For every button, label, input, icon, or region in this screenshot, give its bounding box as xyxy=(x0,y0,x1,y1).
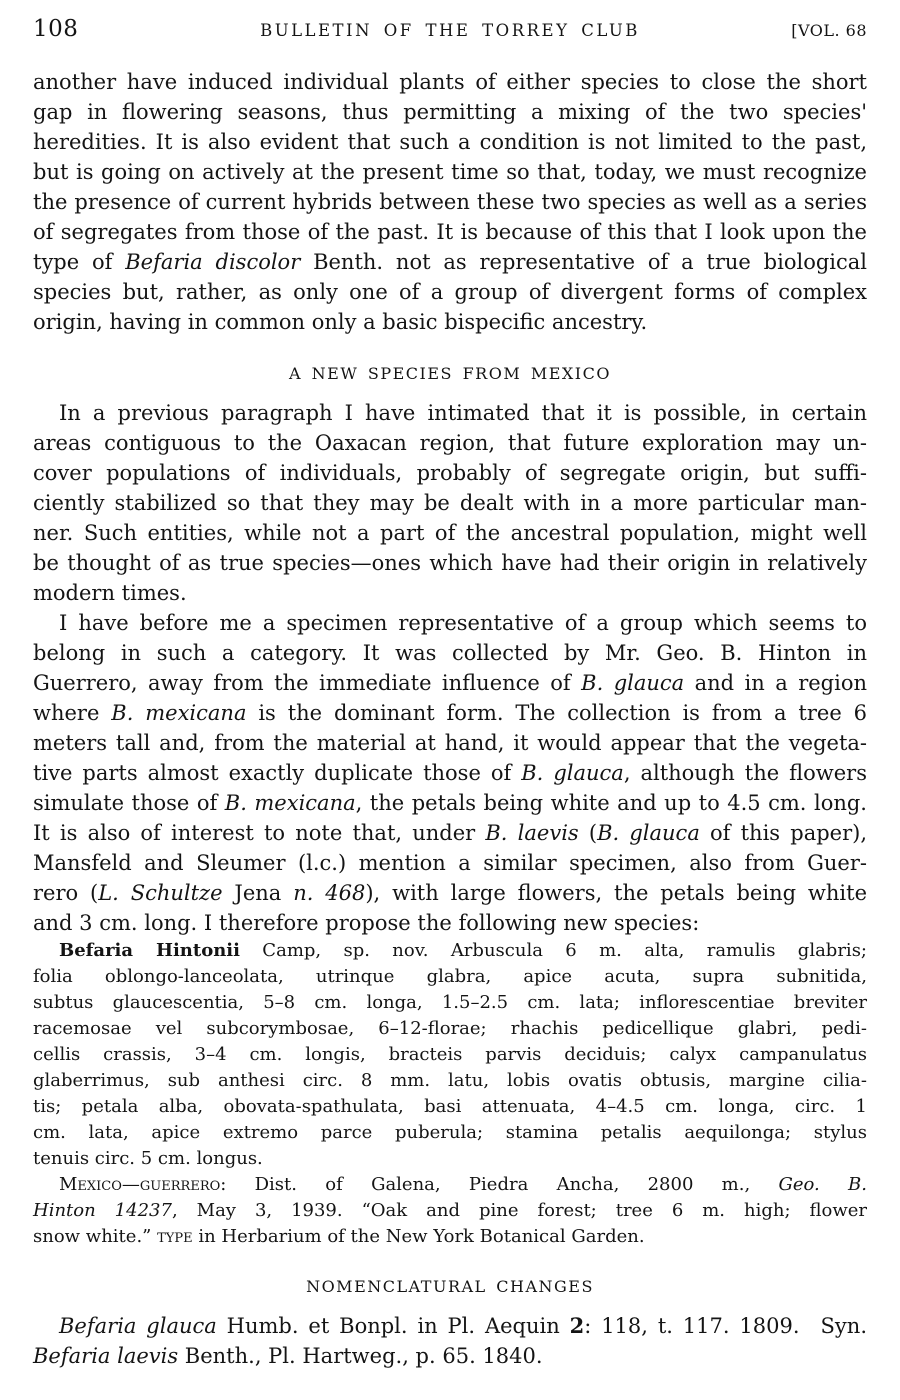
text-segment: ( xyxy=(578,821,598,845)
paragraph xyxy=(33,1311,867,1371)
text-line xyxy=(33,247,867,277)
text-line xyxy=(33,1094,867,1120)
text-segment: and 3 cm. long. I therefore propose the following new species: xyxy=(33,911,700,935)
text-segment: cover populations of individuals, probably of segregate origin, but suffi- xyxy=(33,461,867,485)
text-line xyxy=(33,1198,867,1224)
text-segment: meters tall and, from the material at hand, it would appear that the vegeta- xyxy=(33,731,867,755)
text-line xyxy=(33,1172,867,1198)
text-segment: another have induced individual plants of either species to close the short xyxy=(33,70,867,94)
paragraph xyxy=(33,398,867,608)
text-line xyxy=(33,608,867,638)
text-segment: and in a region xyxy=(684,671,867,695)
smallcaps-text: type xyxy=(157,1226,193,1247)
text-segment: be thought of as true species—ones which have had their origin in relatively xyxy=(33,551,867,575)
text-segment: of this paper), xyxy=(699,821,867,845)
text-segment: Humb. et Bonpl. in Pl. Aequin xyxy=(216,1314,570,1338)
text-segment: subtus glaucescentia, 5–8 cm. longa, 1.5–2.5 cm. lata; inflorescentiae breviter xyxy=(33,992,867,1013)
italic-text: Befaria discolor xyxy=(125,250,301,274)
text-line xyxy=(33,788,867,818)
text-segment: , May 3, 1939. “Oak and pine forest; tree 6 m. high; flower xyxy=(171,1200,867,1221)
text-segment: origin, having in common only a basic bispecific ancestry. xyxy=(33,310,648,334)
volume-label: [VOL. 68 xyxy=(791,21,867,40)
italic-text: n. 468 xyxy=(293,881,366,905)
text-segment: I have before me a specimen representative of a group which seems to xyxy=(59,611,867,635)
italic-text: B. glauca xyxy=(597,821,700,845)
text-segment: Benth. not as representative of a true biological xyxy=(300,250,867,274)
text-line xyxy=(33,1120,867,1146)
text-segment: Mansfeld and Sleumer (l.c.) mention a similar specimen, also from Guer- xyxy=(33,851,867,875)
text-segment: — xyxy=(121,1174,140,1195)
text-segment: gap in flowering seasons, thus permitting a mixing of the two species' xyxy=(33,100,867,124)
bold-text: 2 xyxy=(569,1313,585,1338)
text-segment: simulate those of xyxy=(33,791,225,815)
text-line xyxy=(33,668,867,698)
italic-text: B. mexicana xyxy=(111,701,247,725)
text-segment: Benth., Pl. Hartweg., p. 65. 1840. xyxy=(178,1344,543,1368)
text-segment: modern times. xyxy=(33,581,187,605)
text-segment: racemosae vel subcorymbosae, 6–12-florae; rhachis pedicellique glabri, pedi- xyxy=(33,1018,867,1039)
text-line xyxy=(33,398,867,428)
text-line xyxy=(33,1224,867,1250)
section-heading: NOMENCLATURAL CHANGES xyxy=(306,1277,594,1296)
text-segment: Jena xyxy=(222,881,294,905)
paragraph xyxy=(33,1172,867,1250)
italic-text: B. laevis xyxy=(485,821,579,845)
page-number: 108 xyxy=(33,16,79,42)
text-line xyxy=(33,908,867,938)
bold-text: Befaria Hintonii xyxy=(59,940,240,961)
italic-text: L. Schultze xyxy=(98,881,223,905)
text-segment: snow white.” xyxy=(33,1226,158,1247)
italic-text: B. glauca xyxy=(581,671,685,695)
text-line xyxy=(33,1016,867,1042)
text-segment: Camp, sp. nov. Arbuscula 6 m. alta, ramulis glabris; xyxy=(239,940,867,961)
text-segment: where xyxy=(33,701,112,725)
smallcaps-text: Mexico xyxy=(59,1174,122,1195)
text-line xyxy=(33,728,867,758)
paragraph xyxy=(33,608,867,938)
text-line xyxy=(33,638,867,668)
text-segment: , the petals being white and up to 4.5 cm. long. xyxy=(355,791,867,815)
italic-text: B. mexicana xyxy=(224,791,356,815)
page-header xyxy=(33,16,867,42)
text-line xyxy=(33,67,867,97)
text-line xyxy=(33,488,867,518)
text-segment: tis; petala alba, obovata-spathulata, basi attenuata, 4–4.5 cm. longa, circ. 1 xyxy=(33,1096,867,1117)
text-line xyxy=(33,1311,867,1341)
text-line xyxy=(33,277,867,307)
text-line xyxy=(33,578,867,608)
italic-text: Geo. B. xyxy=(778,1174,867,1195)
text-line xyxy=(33,878,867,908)
page-body xyxy=(33,67,867,1371)
text-segment: In a previous paragraph I have intimated that it is possible, in certain xyxy=(59,401,867,425)
text-segment: , although the flowers xyxy=(623,761,867,785)
text-segment: ner. Such entities, while not a part of the ancestral population, might well xyxy=(33,521,867,545)
text-segment: cm. lata, apice extremo parce puberula; stamina petalis aequilonga; stylus xyxy=(33,1122,867,1143)
text-segment: is the dominant form. The collection is from a tree 6 xyxy=(246,701,867,725)
text-line xyxy=(33,187,867,217)
text-line xyxy=(33,758,867,788)
text-segment: species but, rather, as only one of a group of divergent forms of complex xyxy=(33,280,867,304)
journal-title: BULLETIN OF THE TORREY CLUB xyxy=(260,21,640,40)
text-segment: the presence of current hybrids between these two species as well as a series xyxy=(33,190,867,214)
paragraph xyxy=(33,67,867,337)
text-line xyxy=(33,964,867,990)
text-segment: cellis crassis, 3–4 cm. longis, bracteis parvis deciduis; calyx campanulatus xyxy=(33,1044,867,1065)
italic-text: Befaria glauca xyxy=(59,1314,217,1338)
text-line xyxy=(33,127,867,157)
text-segment: but is going on actively at the present time so that, today, we must recognize xyxy=(33,160,867,184)
text-line xyxy=(33,848,867,878)
text-segment: rero ( xyxy=(33,881,99,905)
text-line xyxy=(33,1068,867,1094)
text-segment: belong in such a category. It was collected by Mr. Geo. B. Hinton in xyxy=(33,641,867,665)
text-line xyxy=(33,1146,867,1172)
text-line xyxy=(33,428,867,458)
text-line xyxy=(33,938,867,964)
text-line xyxy=(33,548,867,578)
text-line xyxy=(33,990,867,1016)
text-line xyxy=(33,698,867,728)
text-segment: glaberrimus, sub anthesi circ. 8 mm. latu, lobis ovatis obtusis, margine cilia- xyxy=(33,1070,867,1091)
text-segment: in Herbarium of the New York Botanical Garden. xyxy=(192,1226,645,1247)
text-segment: ciently stabilized so that they may be dealt with in a more particular man- xyxy=(33,491,867,515)
text-line xyxy=(33,818,867,848)
text-segment: tive parts almost exactly duplicate those of xyxy=(33,761,522,785)
section-heading: A NEW SPECIES FROM MEXICO xyxy=(289,364,611,383)
text-segment: type of xyxy=(33,250,126,274)
text-line xyxy=(33,217,867,247)
text-segment: Guerrero, away from the immediate influence of xyxy=(33,671,582,695)
text-line xyxy=(33,518,867,548)
italic-text: Hinton 14237 xyxy=(33,1200,172,1221)
text-line xyxy=(33,1042,867,1068)
text-segment: : 118, t. 117. 1809. Syn. xyxy=(584,1314,868,1338)
paragraph xyxy=(33,938,867,1172)
text-line xyxy=(33,458,867,488)
text-line xyxy=(33,97,867,127)
smallcaps-text: guerrero xyxy=(139,1174,221,1195)
text-segment: folia oblongo-lanceolata, utrinque glabra, apice acuta, supra subnitida, xyxy=(33,966,867,987)
text-segment: tenuis circ. 5 cm. longus. xyxy=(33,1148,263,1169)
text-line xyxy=(33,157,867,187)
text-segment: heredities. It is also evident that such a condition is not limited to the past, xyxy=(33,130,867,154)
text-segment: of segregates from those of the past. It is because of this that I look upon the xyxy=(33,220,867,244)
text-segment: areas contiguous to the Oaxacan region, that future exploration may un- xyxy=(33,431,867,455)
italic-text: Befaria laevis xyxy=(33,1344,179,1368)
text-line xyxy=(33,1341,867,1371)
text-segment: It is also of interest to note that, under xyxy=(33,821,486,845)
italic-text: B. glauca xyxy=(521,761,624,785)
text-line xyxy=(33,307,867,337)
text-segment: : Dist. of Galena, Piedra Ancha, 2800 m., xyxy=(220,1174,779,1195)
text-segment: ), with large flowers, the petals being white xyxy=(365,881,867,905)
